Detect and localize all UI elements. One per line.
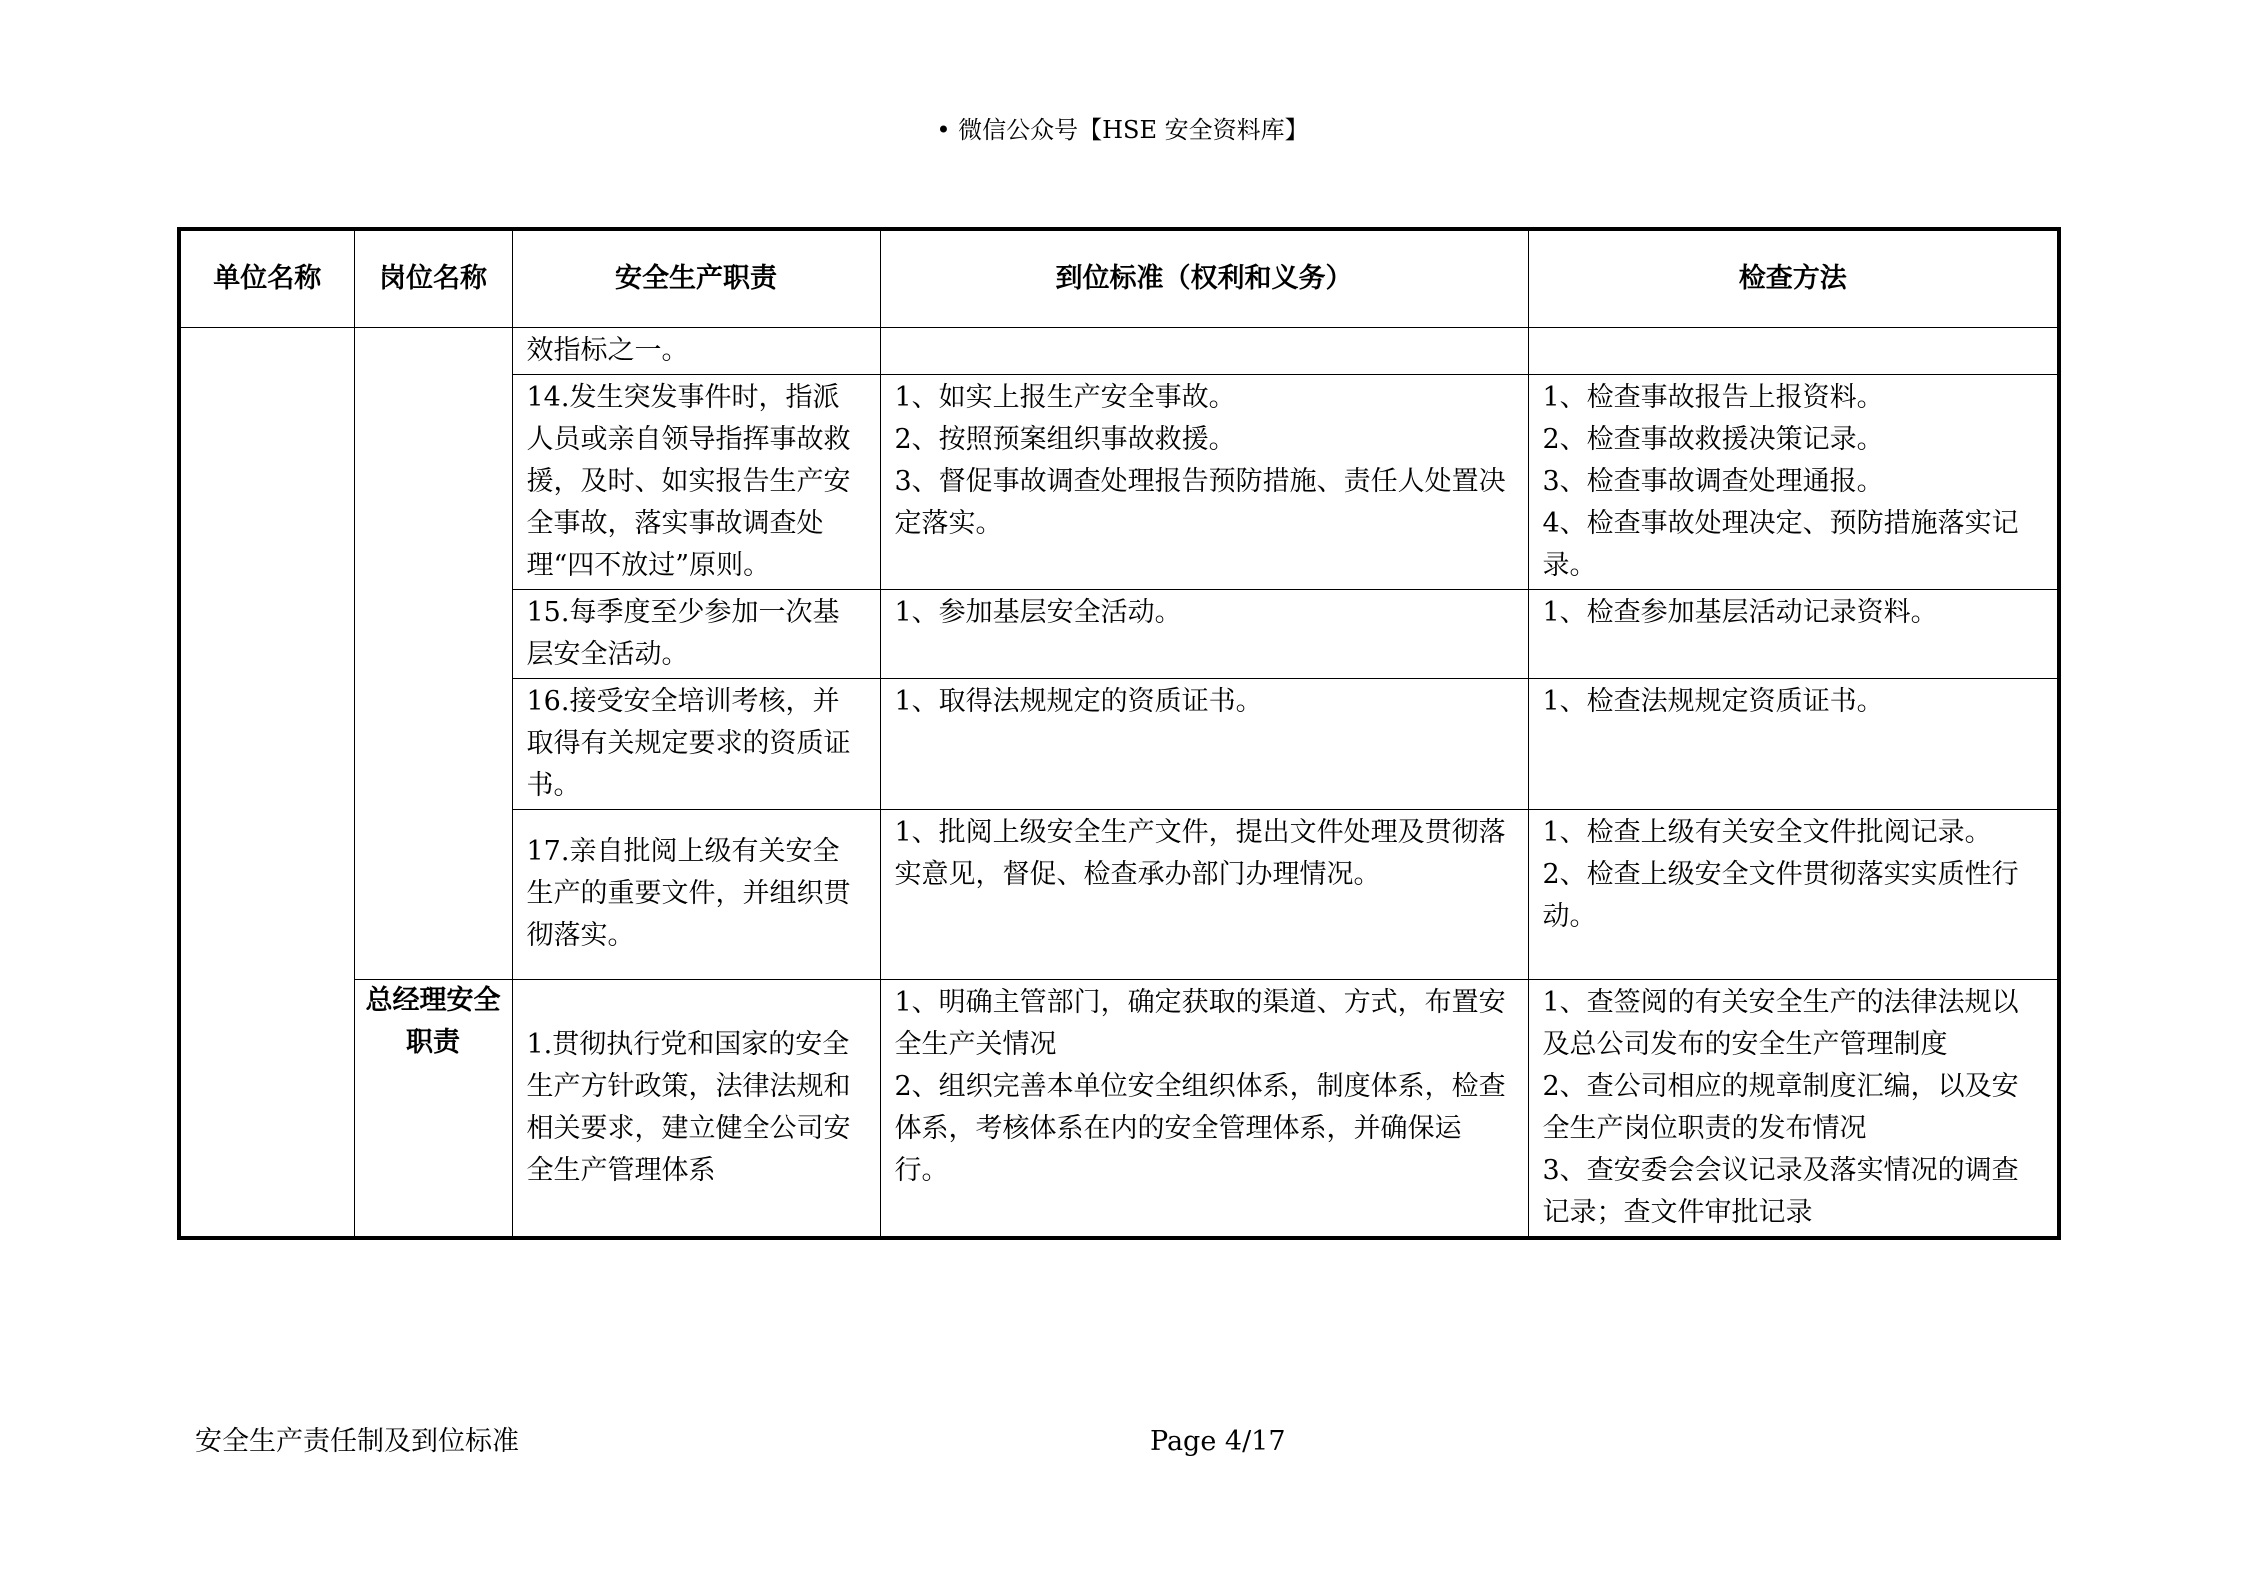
table-header-row [179,229,2059,327]
footer-document-title: 安全生产责任制及到位标准 [195,1426,519,1457]
col-header-standard: 到位标准（权利和义务） [880,229,1528,327]
col-header-dept: 单位名称 [179,229,354,327]
standard-cell: 1、取得法规规定的资质证书。 [880,678,1528,809]
header-note: • 微信公众号【HSE 安全资料库】 [936,116,1309,144]
standard-cell: 1、如实上报生产安全事故。 2、按照预案组织事故救援。 3、督促事故调查处理报告预防措施、责任人处置决定落实。 [880,374,1528,589]
standard-cell [880,327,1528,374]
standard-cell: 1、参加基层安全活动。 [880,589,1528,678]
responsibility-cell: 15.每季度至少参加一次基层安全活动。 [512,589,880,678]
method-cell: 1、检查上级有关安全文件批阅记录。 2、检查上级安全文件贯彻落实实质性行动。 [1528,809,2059,979]
post-cell [354,327,512,979]
method-cell: 1、检查参加基层活动记录资料。 [1528,589,2059,678]
responsibility-cell: 效指标之一。 [512,327,880,374]
col-header-post: 岗位名称 [354,229,512,327]
footer-page-number: Page 4/17 [1150,1426,1286,1457]
responsibility-cell: 17.亲自批阅上级有关安全生产的重要文件，并组织贯彻落实。 [512,809,880,979]
responsibility-cell: 16.接受安全培训考核，并取得有关规定要求的资质证书。 [512,678,880,809]
col-header-method: 检查方法 [1528,229,2059,327]
method-cell: 1、查签阅的有关安全生产的法律法规以及总公司发布的安全生产管理制度 2、查公司相应的规章制度汇编，以及安全生产岗位职责的发布情况 3、查安委会会议记录及落实情况的调查记录；查文件审批记录 [1528,979,2059,1238]
method-cell: 1、检查法规规定资质证书。 [1528,678,2059,809]
method-cell: 1、检查事故报告上报资料。 2、检查事故救援决策记录。 3、检查事故调查处理通报。 4、检查事故处理决定、预防措施落实记录。 [1528,374,2059,589]
standard-cell: 1、批阅上级安全生产文件，提出文件处理及贯彻落实意见，督促、检查承办部门办理情况。 [880,809,1528,979]
col-header-responsibility: 安全生产职责 [512,229,880,327]
dept-cell [179,327,354,1238]
table-row [179,327,2059,374]
responsibility-cell: 1.贯彻执行党和国家的安全生产方针政策，法律法规和相关要求，建立健全公司安全生产管理体系 [512,979,880,1238]
responsibility-cell: 14.发生突发事件时，指派人员或亲自领导指挥事故救援，及时、如实报告生产安全事故，落实事故调查处理“四不放过”原则。 [512,374,880,589]
post-cell: 总经理安全职责 [354,979,512,1238]
responsibility-table [177,227,2061,1240]
standard-cell: 1、明确主管部门，确定获取的渠道、方式，布置安全生产关情况 2、组织完善本单位安全组织体系，制度体系，检查体系，考核体系在内的安全管理体系，并确保运行。 [880,979,1528,1238]
table-row [179,979,2059,1238]
method-cell [1528,327,2059,374]
